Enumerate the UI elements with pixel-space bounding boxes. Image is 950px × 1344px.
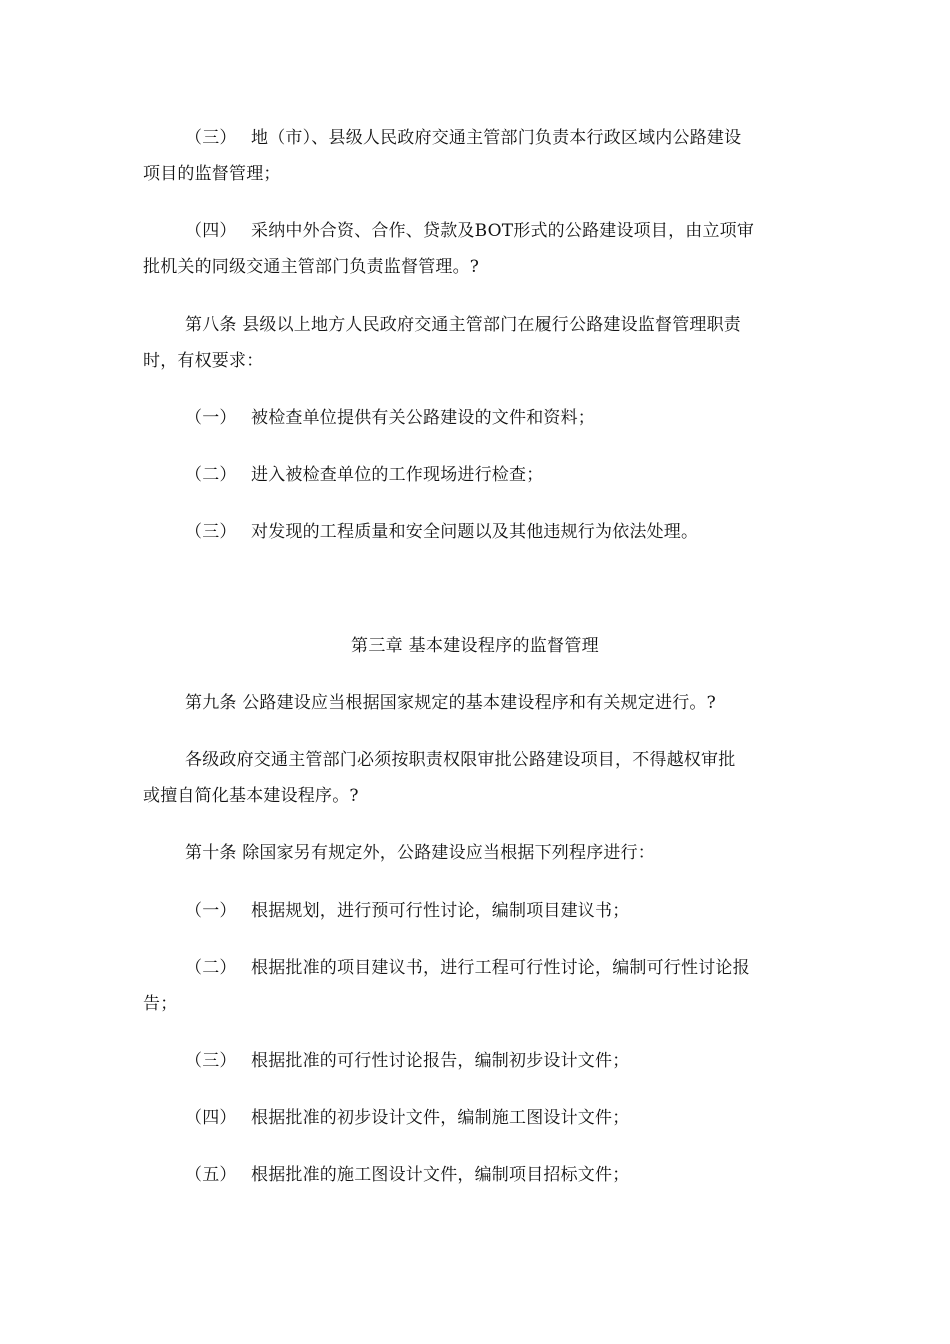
paragraph-text: 被检查单位提供有关公路建设的文件和资料； xyxy=(251,408,595,428)
paragraph-continuation: 时，有权要求： xyxy=(143,351,264,371)
list-marker: （三） xyxy=(185,128,237,148)
paragraph-continuation: 项目的监督管理； xyxy=(143,164,281,184)
chapter-heading: 第三章 基本建设程序的监督管理 xyxy=(351,636,599,656)
paragraph-line xyxy=(185,951,750,985)
list-marker: （二） xyxy=(185,958,237,978)
paragraph-line: 各级政府交通主管部门必须按职责权限审批公路建设项目，不得越权审批 xyxy=(185,750,736,770)
article-line: 第十条 除国家另有规定外，公路建设应当根据下列程序进行： xyxy=(185,843,656,863)
paragraph-continuation: 或擅自简化基本建设程序。? xyxy=(143,786,359,806)
paragraph-line xyxy=(185,121,741,155)
list-marker: （一） xyxy=(185,901,237,921)
list-marker: （一） xyxy=(185,408,237,428)
paragraph-text: 根据批准的可行性讨论报告，编制初步设计文件； xyxy=(251,1051,630,1071)
paragraph-line xyxy=(185,515,698,549)
paragraph-continuation: 批机关的同级交通主管部门负责监督管理。? xyxy=(143,257,480,277)
list-marker: （四） xyxy=(185,221,237,241)
paragraph-line xyxy=(185,1158,629,1192)
paragraph-text: 采纳中外合资、合作、贷款及BOT形式的公路建设项目，由立项审 xyxy=(251,221,755,241)
article-line: 第九条 公路建设应当根据国家规定的基本建设程序和有关规定进行。? xyxy=(185,693,716,713)
paragraph-line xyxy=(185,1044,629,1078)
list-marker: （五） xyxy=(185,1165,237,1185)
paragraph-line xyxy=(185,214,754,248)
paragraph-text: 对发现的工程质量和安全问题以及其他违规行为依法处理。 xyxy=(251,522,699,542)
paragraph-line xyxy=(185,1101,629,1135)
paragraph-line xyxy=(185,401,595,435)
article-line: 第八条 县级以上地方人民政府交通主管部门在履行公路建设监督管理职责 xyxy=(185,315,742,335)
paragraph-text: 根据批准的初步设计文件，编制施工图设计文件； xyxy=(251,1108,630,1128)
paragraph-text: 地（市）、县级人民政府交通主管部门负责本行政区域内公路建设 xyxy=(251,128,742,148)
paragraph-text: 进入被检查单位的工作现场进行检查； xyxy=(251,465,544,485)
paragraph-text: 根据批准的项目建议书，进行工程可行性讨论，编制可行性讨论报 xyxy=(251,958,750,978)
list-marker: （二） xyxy=(185,465,237,485)
paragraph-text: 根据规划，进行预可行性讨论，编制项目建议书； xyxy=(251,901,630,921)
paragraph-line xyxy=(185,458,543,492)
list-marker: （四） xyxy=(185,1108,237,1128)
paragraph-text: 根据批准的施工图设计文件，编制项目招标文件； xyxy=(251,1165,630,1185)
paragraph-line xyxy=(185,894,629,928)
list-marker: （三） xyxy=(185,1051,237,1071)
paragraph-continuation: 告； xyxy=(143,994,178,1014)
list-marker: （三） xyxy=(185,522,237,542)
